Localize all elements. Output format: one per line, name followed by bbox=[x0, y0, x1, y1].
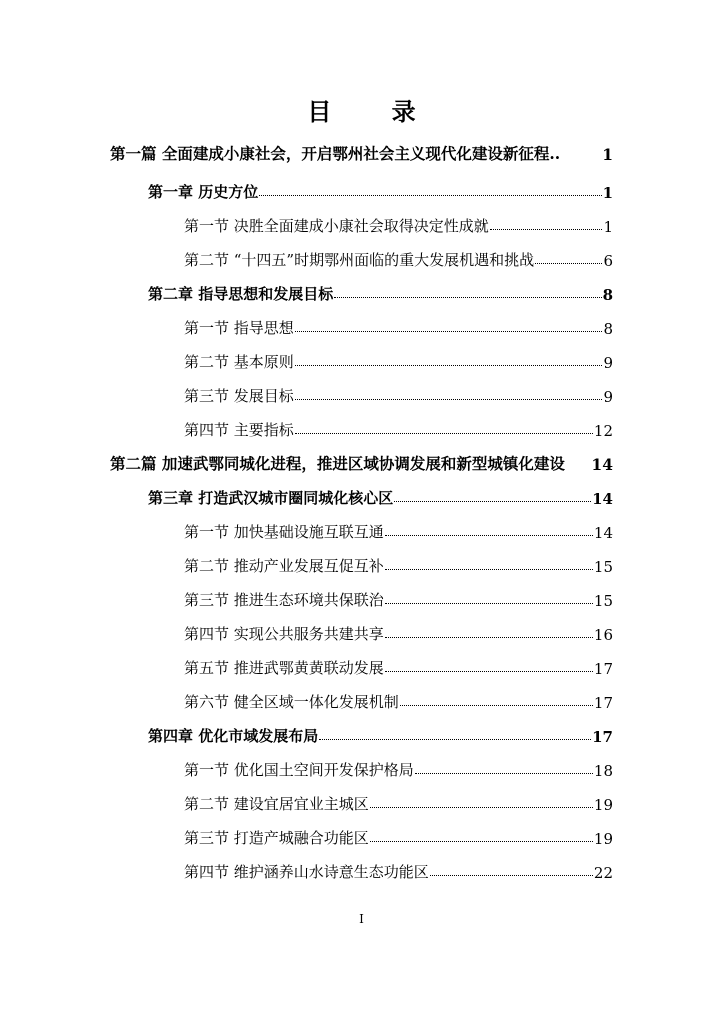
toc-dot-leader bbox=[385, 671, 593, 672]
toc-page-number: 8 bbox=[602, 286, 613, 304]
toc-entry-title: 第三节 推进生态环境共保联治 bbox=[184, 591, 384, 609]
toc-entry-title: 第三节 打造产城融合功能区 bbox=[184, 829, 369, 847]
toc-entry-chapter[interactable] bbox=[148, 720, 613, 746]
toc-title: 目 录 bbox=[307, 97, 442, 126]
toc-page-number: 17 bbox=[593, 694, 613, 712]
toc-entry-chapter[interactable] bbox=[148, 278, 613, 304]
toc-entry-part[interactable] bbox=[110, 138, 613, 164]
toc-entry-section[interactable] bbox=[184, 346, 613, 372]
toc-dot-leader bbox=[400, 705, 593, 706]
toc-entry-section[interactable] bbox=[184, 652, 613, 678]
toc-entry-title: 第二节 “十四五”时期鄂州面临的重大发展机遇和挑战 bbox=[184, 251, 535, 269]
toc-entry-section[interactable] bbox=[184, 414, 613, 440]
toc-entry-chapter[interactable] bbox=[148, 176, 613, 202]
toc-page-number: 15 bbox=[593, 558, 613, 576]
toc-dot-leader bbox=[370, 841, 593, 842]
toc-page-number: 1 bbox=[603, 218, 613, 236]
toc-page-number: 17 bbox=[592, 728, 613, 746]
toc-entry-title: 第一节 优化国土空间开发保护格局 bbox=[184, 761, 414, 779]
toc-page-number: 19 bbox=[593, 796, 613, 814]
toc-entry-title: 第二篇 加速武鄂同城化进程，推进区域协调发展和新型城镇化建设 bbox=[110, 454, 565, 473]
toc-dot-leader bbox=[535, 263, 602, 264]
toc-entry-title: 第一节 指导思想 bbox=[184, 319, 294, 337]
toc-dot-leader bbox=[490, 229, 603, 230]
toc-dot-leader bbox=[394, 501, 591, 502]
toc-entry-title: 第四节 主要指标 bbox=[184, 421, 294, 439]
toc-entry-section[interactable] bbox=[184, 550, 613, 576]
toc-entry-title: 第二节 基本原则 bbox=[184, 353, 294, 371]
toc-page-number: 8 bbox=[603, 320, 613, 338]
toc-entry-title: 第二章 指导思想和发展目标 bbox=[148, 285, 334, 303]
toc-entry-section[interactable] bbox=[184, 516, 613, 542]
toc-entry-section[interactable] bbox=[184, 754, 613, 780]
toc-dot-leader bbox=[295, 331, 603, 332]
toc-entry-title: 第三章 打造武汉城市圈同城化核心区 bbox=[148, 489, 394, 507]
toc-page-number: 1 bbox=[602, 145, 613, 164]
toc-entry-title: 第四节 维护涵养山水诗意生态功能区 bbox=[184, 863, 429, 881]
toc-dot-leader bbox=[259, 195, 601, 196]
toc-page-number: 18 bbox=[593, 762, 613, 780]
page-number-footer: I bbox=[359, 912, 364, 926]
toc-page-number: 19 bbox=[593, 830, 613, 848]
toc-entry-section[interactable] bbox=[184, 686, 613, 712]
toc-page-number: 14 bbox=[593, 524, 613, 542]
toc-entry-title: 第一节 加快基础设施互联互通 bbox=[184, 523, 384, 541]
toc-page-number: 1 bbox=[602, 184, 613, 202]
toc-entry-section[interactable] bbox=[184, 618, 613, 644]
toc-entry-title: 第一章 历史方位 bbox=[148, 183, 259, 201]
toc-entry-title: 第四节 实现公共服务共建共享 bbox=[184, 625, 384, 643]
toc-entry-section[interactable] bbox=[184, 380, 613, 406]
toc-page-number: 17 bbox=[593, 660, 613, 678]
toc-dot-leader bbox=[385, 603, 593, 604]
toc-dot-leader bbox=[319, 739, 591, 740]
toc-dot-leader bbox=[430, 875, 593, 876]
toc-entry-title: 第五节 推进武鄂黄黄联动发展 bbox=[184, 659, 384, 677]
toc-entry-section[interactable] bbox=[184, 244, 613, 270]
toc-dot-leader bbox=[385, 637, 593, 638]
toc-page-number: 14 bbox=[591, 455, 613, 474]
toc-dot-leader bbox=[295, 433, 593, 434]
toc-dot-leader bbox=[415, 773, 593, 774]
toc-dot-leader bbox=[334, 297, 601, 298]
toc-page-number: 12 bbox=[593, 422, 613, 440]
toc-entry-part[interactable] bbox=[110, 448, 613, 474]
toc-page-number: 16 bbox=[593, 626, 613, 644]
toc-entry-section[interactable] bbox=[184, 856, 613, 882]
toc-page-number: 6 bbox=[603, 252, 613, 270]
toc-dot-leader bbox=[295, 399, 603, 400]
toc-entry-title: 第二节 建设宜居宜业主城区 bbox=[184, 795, 369, 813]
toc-entry-section[interactable] bbox=[184, 312, 613, 338]
toc-entry-title: 第四章 优化市域发展布局 bbox=[148, 727, 319, 745]
toc-dot-leader bbox=[370, 807, 593, 808]
toc-dot-leader bbox=[385, 569, 593, 570]
toc-entry-section[interactable] bbox=[184, 584, 613, 610]
toc-entry-chapter[interactable] bbox=[148, 482, 613, 508]
toc-entry-section[interactable] bbox=[184, 822, 613, 848]
toc-page-number: 9 bbox=[603, 354, 613, 372]
toc-entry-title: 第二节 推动产业发展互促互补 bbox=[184, 557, 384, 575]
toc-dot-leader bbox=[385, 535, 593, 536]
toc-entry-section[interactable] bbox=[184, 210, 613, 236]
toc-entry-title: 第一篇 全面建成小康社会，开启鄂州社会主义现代化建设新征程.. bbox=[110, 144, 561, 163]
toc-page-number: 9 bbox=[603, 388, 613, 406]
toc-page-number: 15 bbox=[593, 592, 613, 610]
toc-entry-title: 第一节 决胜全面建成小康社会取得决定性成就 bbox=[184, 217, 489, 235]
toc-entry-title: 第六节 健全区域一体化发展机制 bbox=[184, 693, 399, 711]
toc-dot-leader bbox=[295, 365, 603, 366]
toc-page-number: 14 bbox=[592, 490, 613, 508]
toc-entry-section[interactable] bbox=[184, 788, 613, 814]
toc-entry-title: 第三节 发展目标 bbox=[184, 387, 294, 405]
toc-page-number: 22 bbox=[593, 864, 613, 882]
